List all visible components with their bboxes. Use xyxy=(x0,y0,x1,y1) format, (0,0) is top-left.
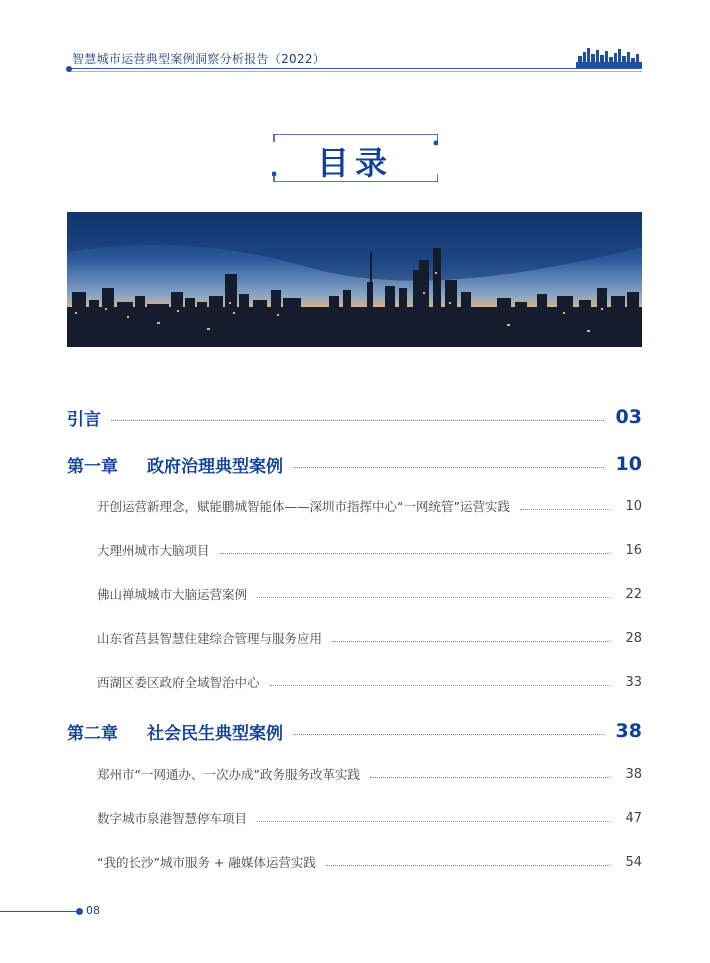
skyline-icon xyxy=(576,46,642,68)
dot-leader xyxy=(270,685,610,686)
toc-entry-label xyxy=(67,452,283,477)
report-title: 智慧城市运营典型案例洞察分析报告（2022） xyxy=(72,52,326,66)
entry-title: 佛山禅城城市大脑运营案例 xyxy=(97,587,248,602)
entry-page-number: 10 xyxy=(625,498,642,514)
toc-chapter-row[interactable] xyxy=(67,716,642,746)
entry-page-number: 47 xyxy=(625,810,642,826)
dot-leader xyxy=(111,420,604,421)
dot-leader xyxy=(293,734,604,735)
toc-entry-label xyxy=(97,585,247,603)
entry-title: 社会民生典型案例 xyxy=(147,723,283,744)
toc-section-row[interactable] xyxy=(97,806,642,830)
toc-entry-label xyxy=(97,853,316,871)
header-rule xyxy=(70,68,642,69)
entry-title: 大理州城市大脑项目 xyxy=(97,543,210,558)
dot-leader xyxy=(370,777,610,778)
toc-chapter-row[interactable] xyxy=(67,402,642,432)
footer-rule xyxy=(0,911,80,912)
entry-title: 政府治理典型案例 xyxy=(147,456,283,477)
entry-page-number: 10 xyxy=(615,453,642,475)
toc-entry-label xyxy=(97,497,510,515)
toc-section-row[interactable] xyxy=(97,762,642,786)
entry-title: 西湖区委区政府全域智治中心 xyxy=(97,675,260,690)
city-skyline-image xyxy=(67,212,642,347)
entry-page-number: 03 xyxy=(615,406,642,428)
toc-section-row[interactable] xyxy=(97,850,642,874)
dot-leader xyxy=(257,597,610,598)
dot-leader xyxy=(220,553,610,554)
chapter-number: 第二章 xyxy=(67,723,118,744)
entry-title: 引言 xyxy=(67,409,101,430)
dot-leader xyxy=(326,865,610,866)
entry-page-number: 54 xyxy=(625,854,642,870)
toc-title: 目录 xyxy=(316,144,393,182)
toc-entry-label xyxy=(97,629,322,647)
toc-entry-label xyxy=(97,765,360,783)
toc-section-row[interactable] xyxy=(97,582,642,606)
entry-title: “我的长沙”城市服务 + 融媒体运营实践 xyxy=(97,855,316,870)
dot-leader xyxy=(257,821,610,822)
entry-page-number: 38 xyxy=(615,720,642,742)
header-rule-thin xyxy=(70,71,642,72)
footer-dot xyxy=(76,908,83,915)
entry-title: 数字城市泉港智慧停车项目 xyxy=(97,811,248,826)
chapter-number: 第一章 xyxy=(67,456,118,477)
entry-title: 郑州市“一网通办、一次办成”政务服务改革实践 xyxy=(97,767,360,782)
entry-page-number: 22 xyxy=(625,586,642,602)
toc-entry-label xyxy=(97,673,260,691)
toc-chapter-row[interactable] xyxy=(67,449,642,479)
toc-entry-label xyxy=(67,719,283,744)
toc-section-row[interactable] xyxy=(97,538,642,562)
page-number: 08 xyxy=(86,904,100,917)
header-dot xyxy=(66,66,72,72)
toc-entry-label xyxy=(67,405,101,430)
entry-page-number: 38 xyxy=(625,766,642,782)
toc-entry-label xyxy=(97,809,247,827)
entry-title: 山东省莒县智慧住建综合管理与服务应用 xyxy=(97,631,323,646)
entry-title: 开创运营新理念，赋能鹏城智能体——深圳市指挥中心“一网统管”运营实践 xyxy=(97,499,510,514)
toc-section-row[interactable] xyxy=(97,670,642,694)
toc-title-box xyxy=(272,134,438,182)
toc-section-row[interactable] xyxy=(97,494,642,518)
entry-page-number: 16 xyxy=(625,542,642,558)
entry-page-number: 33 xyxy=(625,674,642,690)
entry-page-number: 28 xyxy=(625,630,642,646)
dot-leader xyxy=(293,467,604,468)
dot-leader xyxy=(332,641,610,642)
toc-section-row[interactable] xyxy=(97,626,642,650)
dot-leader xyxy=(520,509,610,510)
toc-entry-label xyxy=(97,541,210,559)
